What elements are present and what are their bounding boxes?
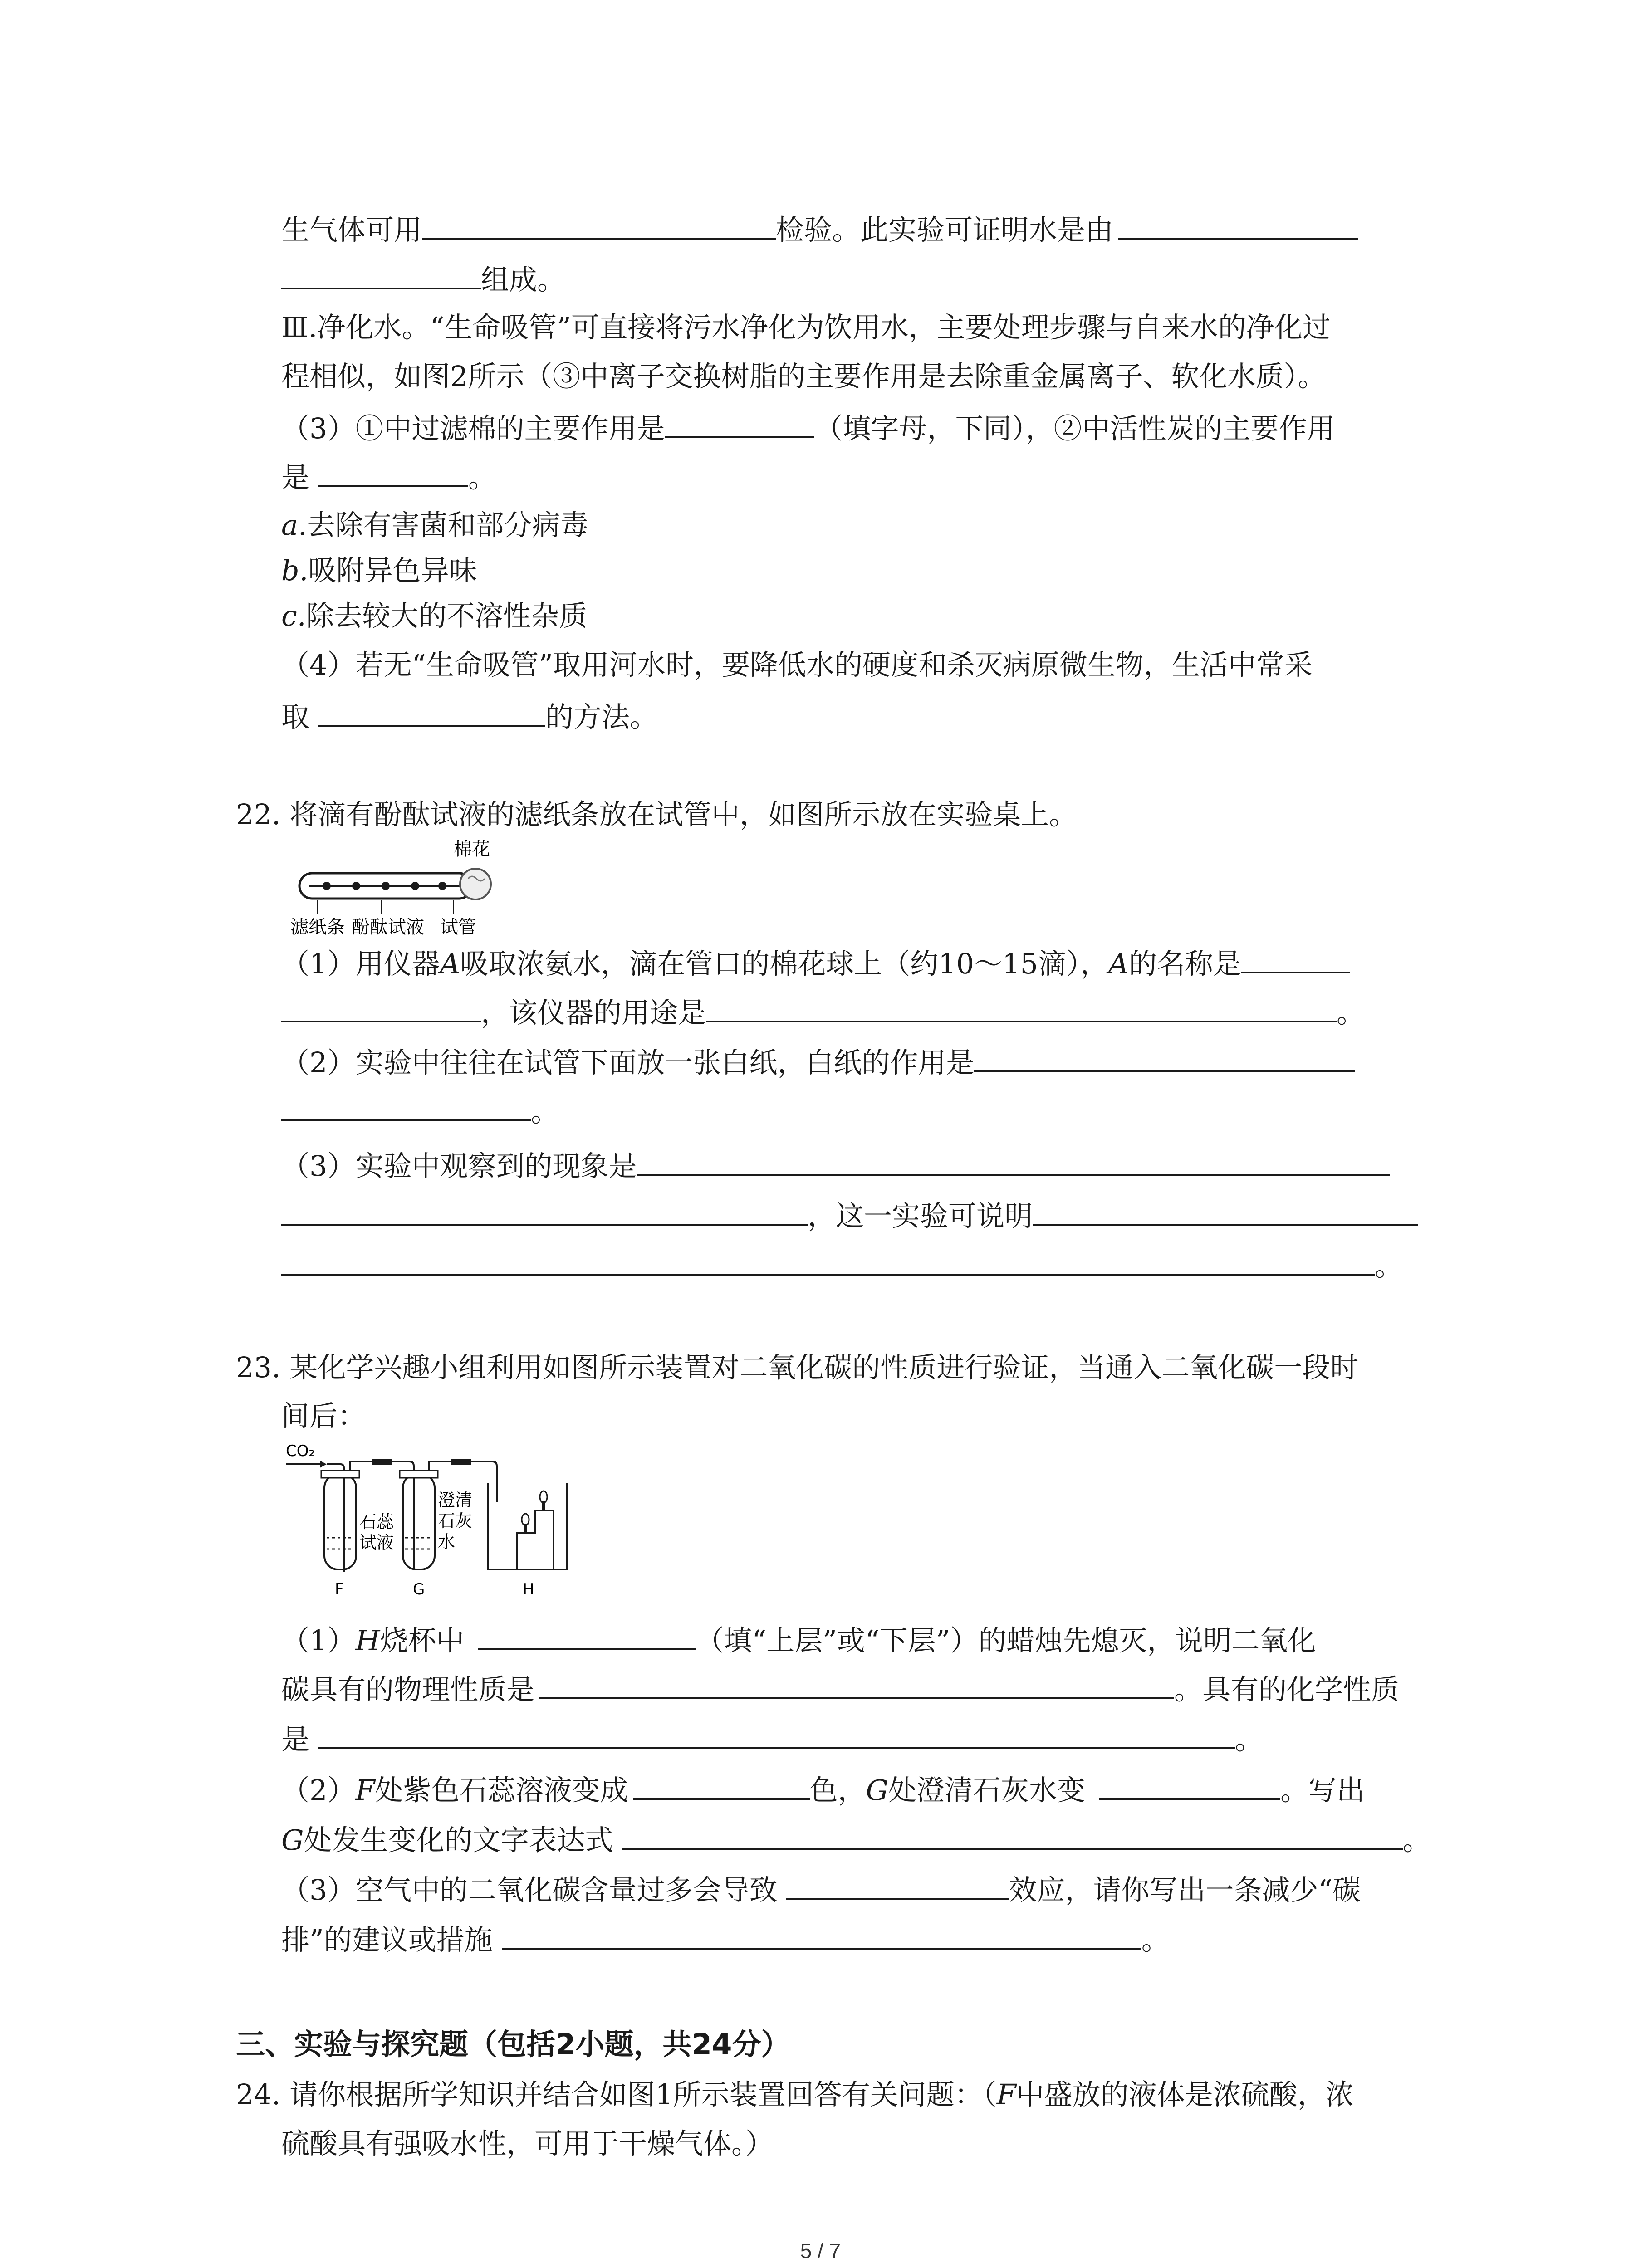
q24-stem-2: 硫酸具有强吸水性，可用于干燥气体。）: [281, 2127, 774, 2160]
q21-line-11: 取 的方法。: [281, 697, 658, 735]
section-heading: 三、实验与探究题（包括2小题，共24分）: [236, 2028, 790, 2062]
q22-part-3: （3）实验中观察到的现象是: [281, 1146, 1390, 1184]
answer-blank[interactable]: [318, 697, 545, 727]
option-b: b.吸附异色异味: [281, 554, 477, 587]
answer-blank[interactable]: [1118, 210, 1358, 240]
answer-blank[interactable]: [281, 992, 481, 1022]
label-f: F: [335, 1580, 344, 1598]
answer-blank[interactable]: [281, 1091, 531, 1121]
answer-blank[interactable]: [502, 1920, 1141, 1950]
test-tube-figure: [290, 837, 499, 941]
answer-blank[interactable]: [318, 1719, 1235, 1749]
phenol-drop: [382, 882, 390, 890]
answer-blank[interactable]: [1033, 1196, 1418, 1226]
phenol-drop: [411, 882, 419, 890]
lower-flame: [522, 1514, 529, 1525]
q22-line-7: 。: [281, 1246, 1403, 1284]
q21-line-6: 是 。: [281, 457, 496, 496]
test-tube-f: [324, 1474, 356, 1569]
q21-line-4: 程相似，如图2所示（③中离子交换树脂的主要作用是去除重金属离子、软化水质）。: [281, 360, 1326, 393]
answer-blank[interactable]: [318, 457, 468, 487]
q21-line-2: 组成。: [281, 259, 565, 298]
arrow-head: [320, 1461, 327, 1468]
upper-flame: [540, 1491, 547, 1503]
answer-blank[interactable]: [637, 1146, 1390, 1176]
phenol-drop: [352, 882, 360, 890]
q23-part-1: （1）H烧杯中 （填“上层”或“下层”）的蜡烛先熄灭，说明二氧化: [281, 1620, 1316, 1659]
phenol-drop: [438, 882, 446, 890]
q24-stem-1: 24. 请你根据所学知识并结合如图1所示装置回答有关问题：（F中盛放的液体是浓硫酸，浓: [236, 2078, 1354, 2111]
q23-line-5: G处发生变化的文字表达式 。: [281, 1820, 1431, 1858]
litmus-label-2: 试液: [359, 1533, 394, 1553]
candle-steps: [517, 1510, 554, 1569]
q21-part-3: （3）①中过滤棉的主要作用是 （填字母，下同），②中活性炭的主要作用: [281, 408, 1335, 447]
answer-blank[interactable]: [665, 408, 814, 438]
answer-blank[interactable]: [1241, 943, 1350, 973]
inlet-tube: [327, 1464, 344, 1572]
q22-stem: 22. 将滴有酚酞试液的滤纸条放在试管中，如图所示放在实验桌上。: [236, 798, 1078, 831]
limewater-label-3: 水: [438, 1532, 456, 1552]
limewater-label-1: 澄清: [438, 1490, 473, 1510]
rubber-joint-2: [451, 1459, 471, 1465]
page-number: 5 / 7: [800, 2239, 841, 2263]
answer-blank[interactable]: [422, 210, 776, 240]
q21-part-4: （4）若无“生命吸管”取用河水时，要降低水的硬度和杀灭病原微生物，生活中常采: [281, 648, 1313, 681]
answer-blank[interactable]: [974, 1042, 1355, 1072]
option-c: c.除去较大的不溶性杂质: [281, 599, 588, 632]
answer-blank[interactable]: [622, 1820, 1403, 1850]
answer-blank[interactable]: [706, 992, 1337, 1022]
limewater-label-2: 石灰: [438, 1511, 473, 1531]
q23-stem-1: 23. 某化学兴趣小组利用如图所示装置对二氧化碳的性质进行验证，当通入二氧化碳一段时: [236, 1351, 1359, 1384]
co2-apparatus-figure: [281, 1438, 617, 1601]
q21-line-3: Ⅲ.净化水。“生命吸管”可直接将污水净化为饮用水，主要处理步骤与自来水的净化过: [281, 311, 1331, 344]
test-tube-label: 试管: [440, 917, 476, 938]
q23-line-7: 排”的建议或措施 。: [281, 1920, 1170, 1958]
q22-part-2: （2）实验中往往在试管下面放一张白纸，白纸的作用是: [281, 1042, 1355, 1081]
answer-blank[interactable]: [633, 1770, 810, 1800]
q23-part-3: （3）空气中的二氧化碳含量过多会导致 效应，请你写出一条减少“碳: [281, 1870, 1361, 1908]
litmus-label-1: 石蕊: [359, 1512, 394, 1532]
phenolphthalein-label: 酚酞试液: [352, 917, 424, 938]
answer-blank[interactable]: [281, 259, 481, 289]
cotton-ball: [460, 869, 491, 899]
phenol-drop: [323, 882, 331, 890]
co2-label: CO₂: [286, 1442, 315, 1460]
q23-line-2: 碳具有的物理性质是 。具有的化学性质: [281, 1669, 1399, 1708]
answer-blank[interactable]: [478, 1620, 696, 1650]
answer-blank[interactable]: [281, 1246, 1375, 1276]
test-tube-g: [403, 1474, 435, 1569]
rubber-joint-1: [372, 1459, 392, 1465]
q23-line-3: 是 。: [281, 1719, 1263, 1758]
q22-part-1: （1）用仪器A吸取浓氨水，滴在管口的棉花球上（约10～15滴），A的名称是: [281, 943, 1350, 982]
stopper-g: [400, 1471, 438, 1478]
q23-stem-2: 间后：: [281, 1399, 366, 1432]
q21-line-1: 生气体可用 检验。此实验可证明水是由: [281, 210, 1358, 248]
cotton-label: 棉花: [454, 839, 490, 860]
answer-blank[interactable]: [281, 1196, 808, 1226]
beaker-h: [488, 1483, 567, 1569]
answer-blank[interactable]: [1099, 1770, 1280, 1800]
q23-part-2: （2）F处紫色石蕊溶液变成 色，G处澄清石灰水变 。写出: [281, 1770, 1365, 1809]
stopper-f: [321, 1471, 359, 1478]
label-h: H: [523, 1580, 534, 1598]
q22-line-2: ，该仪器的用途是 。: [281, 992, 1365, 1031]
q22-line-6: ，这一实验可说明: [281, 1196, 1418, 1234]
answer-blank[interactable]: [539, 1669, 1174, 1699]
q22-line-4: 。: [281, 1091, 559, 1130]
option-a: a.去除有害菌和部分病毒: [281, 508, 588, 542]
answer-blank[interactable]: [786, 1870, 1009, 1900]
label-g: G: [413, 1580, 425, 1598]
filter-paper-label: 滤纸条: [290, 917, 345, 938]
